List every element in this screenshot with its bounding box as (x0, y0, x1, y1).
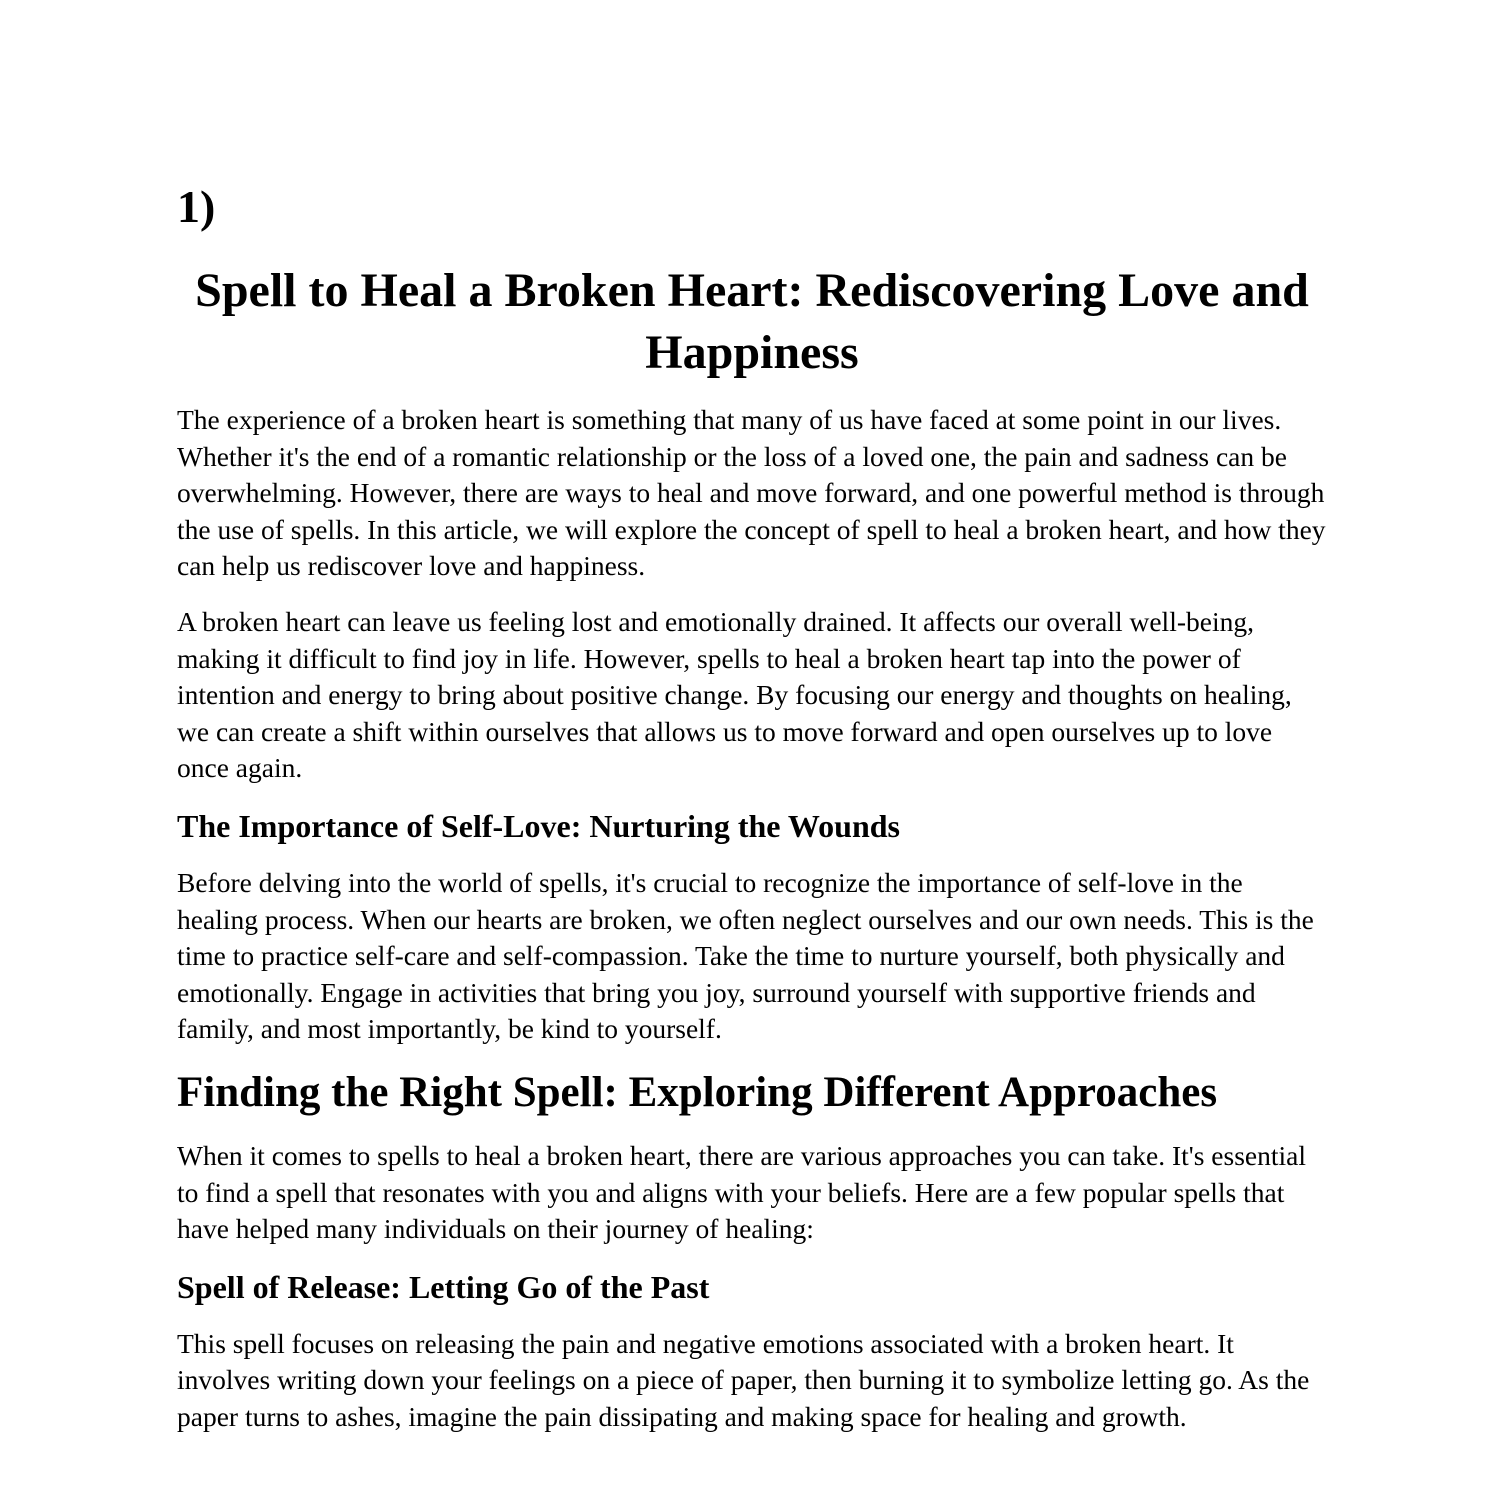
finding-spell-heading: Finding the Right Spell: Exploring Different Approaches (177, 1068, 1218, 1116)
release-spell-paragraph: This spell focuses on releasing the pain and negative emotions associated with a broken heart. It involves writing down your feelings on a piece of paper, then burning it to symbolize letting go. As the paper turns to ashes, imagine the pain dissipating and making space for healing and growth. (177, 1327, 1310, 1432)
release-spell-heading: Spell of Release: Letting Go of the Past (177, 1268, 710, 1305)
finding-spell-paragraph: When it comes to spells to heal a broken heart, there are various approaches you can take. It's essential to find a spell that resonates with you and aligns with your beliefs. Here are a few popular spells that have helped many individuals on their journey of healing: (177, 1139, 1306, 1245)
self-love-paragraph: Before delving into the world of spells, it's crucial to recognize the importance of self-love in the healing process. When our hearts are broken, we often neglect ourselves and our own needs. This is the time to practice self-care and self-compassion. Take the time to nurture yourself, both physically and emotionally. Engage in activities that bring you joy, surround yourself with supportive friends and family, and most importantly, be kind to yourself. (177, 866, 1314, 1045)
document-body (177, 178, 1327, 1454)
article-title: Spell to Heal a Broken Heart: Rediscovering Love and Happiness (195, 264, 1309, 379)
section-number: 1) (177, 181, 216, 232)
intro-paragraph-1: The experience of a broken heart is something that many of us have faced at some point in our lives. Whether it's the end of a romantic relationship or the loss of a loved one, the pain and sadness can be overwhelming. However, there are ways to heal and move forward, and one powerful method is through the use of spells. In this article, we will explore the concept of spell to heal a broken heart, and how they can help us rediscover love and happiness. (177, 404, 1326, 582)
self-love-heading: The Importance of Self-Love: Nurturing the Wounds (177, 807, 900, 844)
intro-paragraph-2: A broken heart can leave us feeling lost and emotionally drained. It affects our overall well-being, making it difficult to find joy in life. However, spells to heal a broken heart tap into the power of intention and energy to bring about positive change. By focusing our energy and thoughts on healing, we can create a shift within ourselves that allows us to move forward and open ourselves up to love once again. (177, 605, 1292, 784)
